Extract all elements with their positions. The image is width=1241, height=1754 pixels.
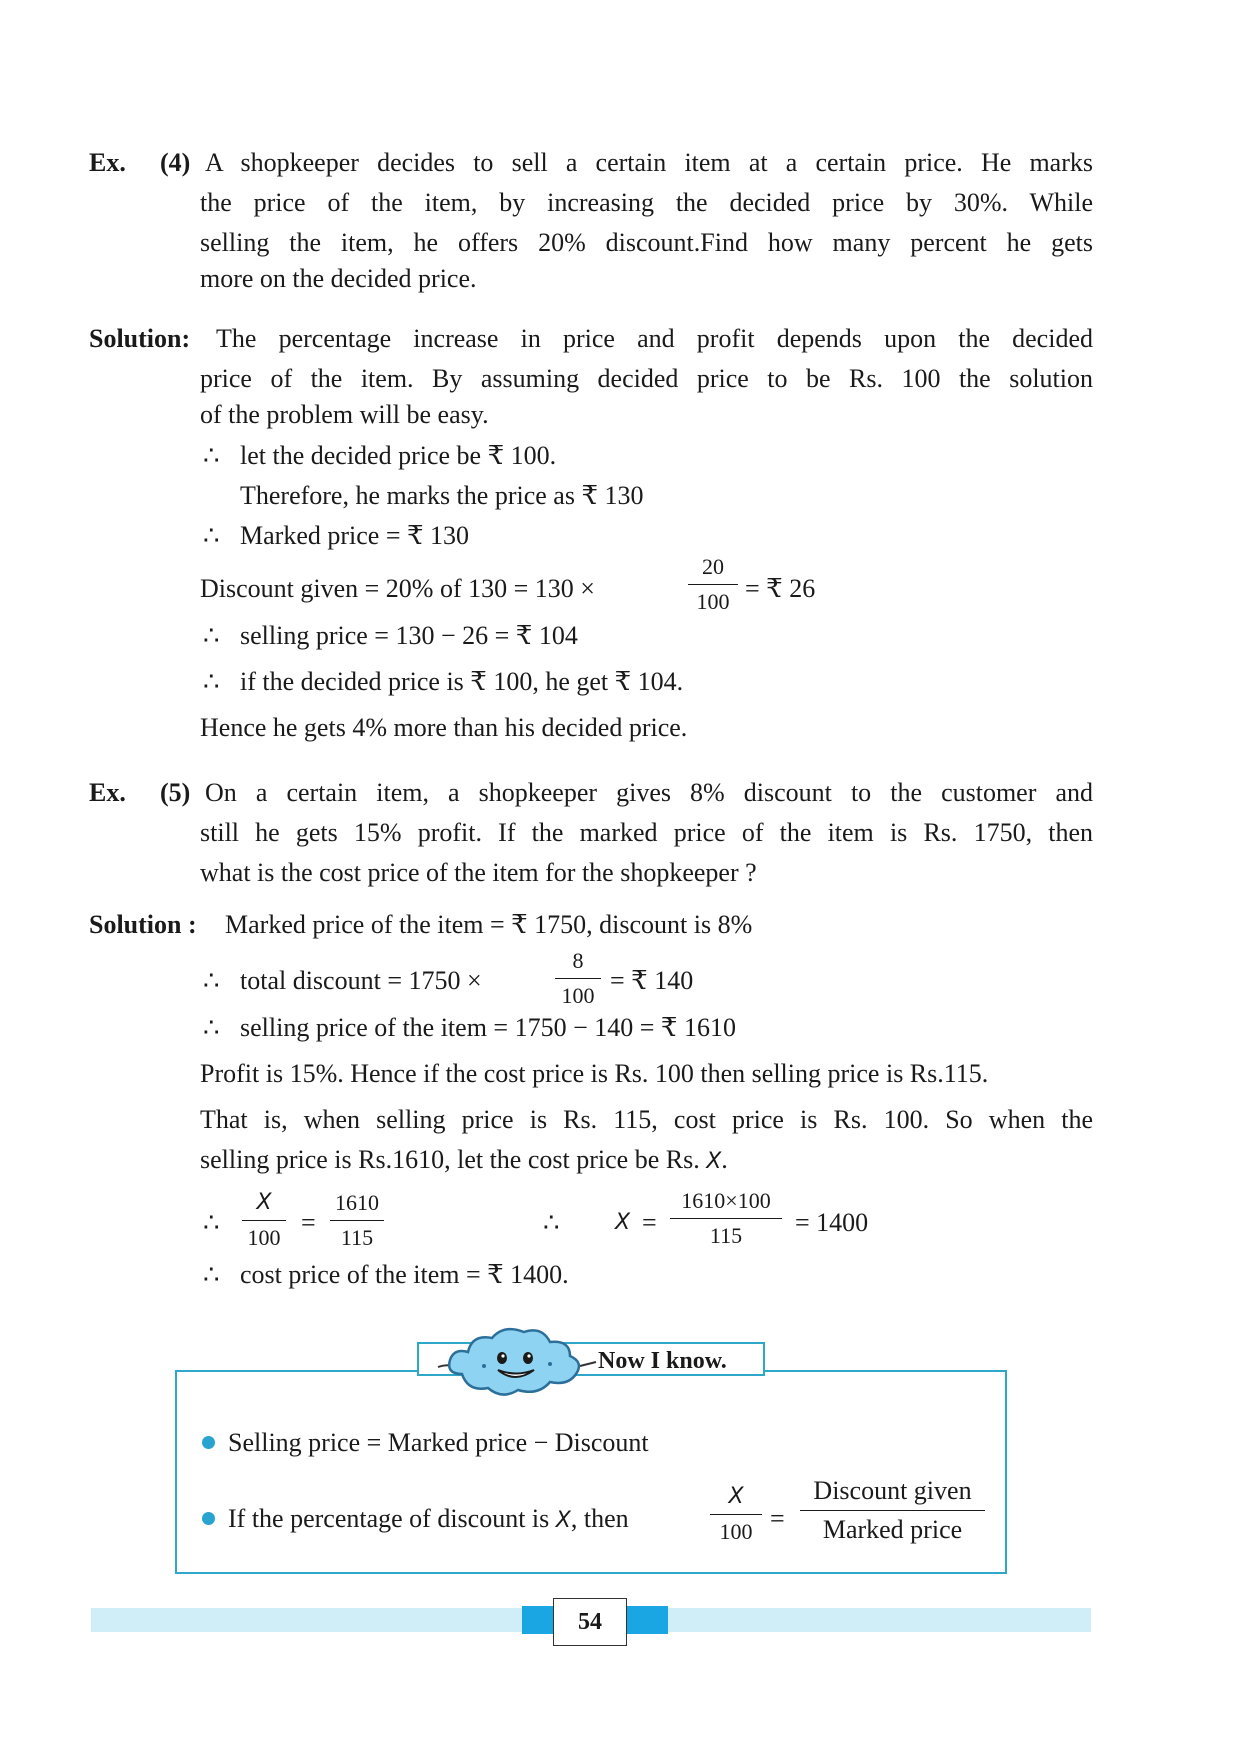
- bullet-dot-icon: [202, 1436, 215, 1449]
- sol4-line-1: The percentage increase in price and profit depends upon the decided: [216, 324, 1093, 353]
- sol5-line-1: Marked price of the item = ₹ 1750, discount is 8%: [225, 910, 753, 939]
- fraction-numerator: 1610×100: [670, 1190, 782, 1219]
- therefore-symbol: ∴: [203, 441, 220, 470]
- sol5-discount-left: total discount = 1750 ×: [240, 966, 482, 995]
- sol5-profit-line: Profit is 15%. Hence if the cost price is Rs. 100 then selling price is Rs.115.: [200, 1059, 989, 1088]
- now-fraction-x-over-100: [710, 1486, 762, 1543]
- eq-equals: =: [642, 1208, 657, 1237]
- now-equals: =: [770, 1504, 785, 1533]
- fraction-numerator: Discount given: [800, 1478, 985, 1511]
- fraction-denominator: Marked price: [822, 1515, 963, 1544]
- sol4-step-1: let the decided price be ₹ 100.: [240, 441, 557, 470]
- fraction-numerator: X: [242, 1192, 286, 1221]
- period: .: [721, 1145, 728, 1174]
- fraction-numerator: X: [710, 1486, 762, 1515]
- therefore-symbol: ∴: [203, 1013, 220, 1042]
- fraction-numerator: 8: [555, 950, 601, 979]
- ex4-line-2: the price of the item, by increasing the decided price by 30%. While: [200, 188, 1093, 217]
- now-bullet-1: Selling price = Marked price − Discount: [228, 1428, 649, 1457]
- page-number: 54: [553, 1598, 627, 1646]
- sol5-that-line-2: [200, 1147, 728, 1173]
- fraction-numerator: 1610: [330, 1192, 384, 1221]
- sol5-final: cost price of the item = ₹ 1400.: [240, 1260, 569, 1289]
- therefore-symbol: ∴: [203, 667, 220, 696]
- ex5-line-2: still he gets 15% profit. If the marked price of the item is Rs. 1750, then: [200, 818, 1093, 847]
- ex4-label: Ex.: [89, 148, 126, 177]
- eq-result: = 1400: [795, 1208, 869, 1237]
- now-bullet-2-text: If the percentage of discount is: [228, 1504, 550, 1533]
- fraction-denominator: 100: [696, 589, 730, 614]
- now-fraction-discount: [800, 1478, 985, 1543]
- sol5-that-text: selling price is Rs.1610, let the cost price be Rs.: [200, 1145, 700, 1174]
- fraction-denominator: 100: [719, 1519, 753, 1544]
- eq-fraction-x-over-100: [242, 1192, 286, 1249]
- sol4-step-6: if the decided price is ₹ 100, he get ₹ 104.: [240, 667, 684, 696]
- ex4-line-4: more on the decided price.: [200, 264, 477, 293]
- therefore-symbol: ∴: [203, 1208, 220, 1237]
- sol5-selling-price: selling price of the item = 1750 − 140 = ₹ 1610: [240, 1013, 736, 1042]
- ex5-label: Ex.: [89, 778, 126, 807]
- variable-x: X: [706, 1149, 722, 1174]
- therefore-symbol: ∴: [203, 966, 220, 995]
- sol5-discount-fraction: [555, 950, 601, 1007]
- sol4-label: Solution:: [89, 324, 191, 353]
- therefore-symbol: ∴: [203, 521, 220, 550]
- eq-equals: =: [301, 1208, 316, 1237]
- smiling-cloud-icon: [432, 1322, 602, 1402]
- fraction-denominator: 100: [247, 1225, 281, 1250]
- bullet-dot-icon: [202, 1512, 215, 1525]
- ex4-line-3: selling the item, he offers 20% discount.Find how many percent he gets: [200, 228, 1093, 257]
- sol4-step-2: Therefore, he marks the price as ₹ 130: [240, 481, 644, 510]
- sol5-that-line-1: That is, when selling price is Rs. 115, cost price is Rs. 100. So when the: [200, 1105, 1093, 1134]
- fraction-denominator: 100: [561, 983, 595, 1008]
- sol4-discount-left: Discount given = 20% of 130 = 130 ×: [200, 574, 595, 603]
- fraction-numerator: 20: [688, 556, 738, 585]
- sol5-discount-right: = ₹ 140: [610, 966, 694, 995]
- therefore-symbol: ∴: [543, 1208, 560, 1237]
- sol4-line-3: of the problem will be easy.: [200, 400, 489, 429]
- sol5-label: Solution :: [89, 910, 197, 939]
- fraction-denominator: 115: [340, 1225, 374, 1250]
- eq-fraction-1610-over-115: [330, 1192, 384, 1249]
- sol4-step-5: selling price = 130 − 26 = ₹ 104: [240, 621, 578, 650]
- variable-x: X: [615, 1210, 631, 1235]
- sol4-line-2: price of the item. By assuming decided price to be Rs. 100 the solution: [200, 364, 1093, 393]
- now-i-know-title: Now I know.: [598, 1348, 727, 1374]
- variable-x: X: [555, 1508, 571, 1533]
- therefore-symbol: ∴: [203, 1260, 220, 1289]
- fraction-denominator: 115: [709, 1223, 743, 1248]
- now-bullet-2-then: , then: [570, 1504, 629, 1533]
- eq-fraction-product: [670, 1190, 782, 1247]
- ex5-line-3: what is the cost price of the item for the shopkeeper ?: [200, 858, 757, 887]
- ex4-number: (4): [160, 148, 191, 177]
- sol4-conclusion: Hence he gets 4% more than his decided price.: [200, 713, 688, 742]
- sol4-discount-fraction: [688, 556, 738, 613]
- ex4-line-1: A shopkeeper decides to sell a certain item at a certain price. He marks: [205, 148, 1093, 177]
- now-bullet-2: [228, 1506, 629, 1532]
- sol4-discount-right: = ₹ 26: [745, 574, 816, 603]
- sol4-step-3: Marked price = ₹ 130: [240, 521, 470, 550]
- ex5-number: (5): [160, 778, 191, 807]
- therefore-symbol: ∴: [203, 621, 220, 650]
- ex5-line-1: On a certain item, a shopkeeper gives 8% discount to the customer and: [205, 778, 1093, 807]
